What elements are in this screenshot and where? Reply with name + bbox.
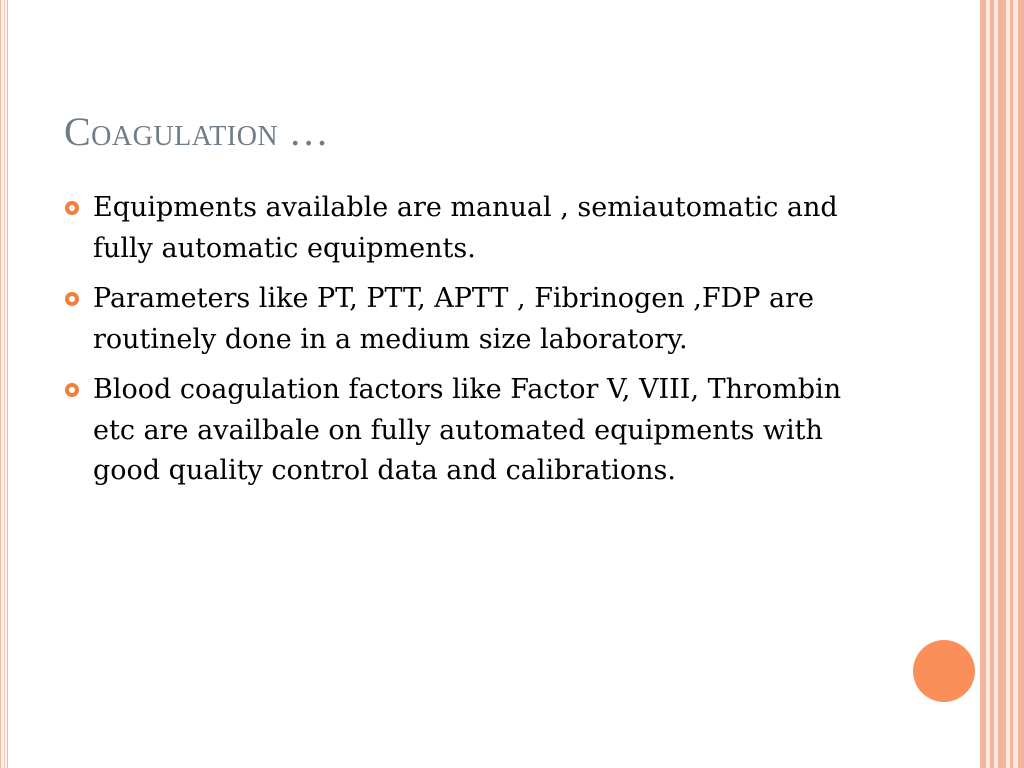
right-frame-stripe <box>1018 0 1024 768</box>
left-frame-line <box>4 0 5 768</box>
bullet-item <box>64 279 854 360</box>
bullet-item <box>64 188 854 269</box>
right-frame-stripe <box>998 0 1006 768</box>
bullet-text: Blood coagulation factors like Factor V, VIII, Thrombin etc are availbale on fully automated equipments with good quality control data and calibrations. <box>93 374 842 486</box>
bullet-circle-icon <box>65 201 79 215</box>
bullet-circle-icon <box>65 292 79 306</box>
bullet-text: Equipments available are manual , semiautomatic and fully automatic equipments. <box>93 192 838 264</box>
right-frame-stripe <box>1010 0 1013 768</box>
accent-circle-decoration <box>913 640 975 702</box>
bullet-item <box>64 370 854 492</box>
bullet-circle-icon <box>65 383 79 397</box>
left-frame-border <box>0 0 8 768</box>
right-frame-stripe <box>990 0 994 768</box>
bullet-text: Parameters like PT, PTT, APTT , Fibrinogen ,FDP are routinely done in a medium size laboratory. <box>93 283 814 355</box>
bullet-list <box>64 188 854 502</box>
right-frame-border <box>980 0 1024 768</box>
slide-title: Coagulation … <box>64 109 330 154</box>
right-frame-stripe <box>980 0 986 768</box>
